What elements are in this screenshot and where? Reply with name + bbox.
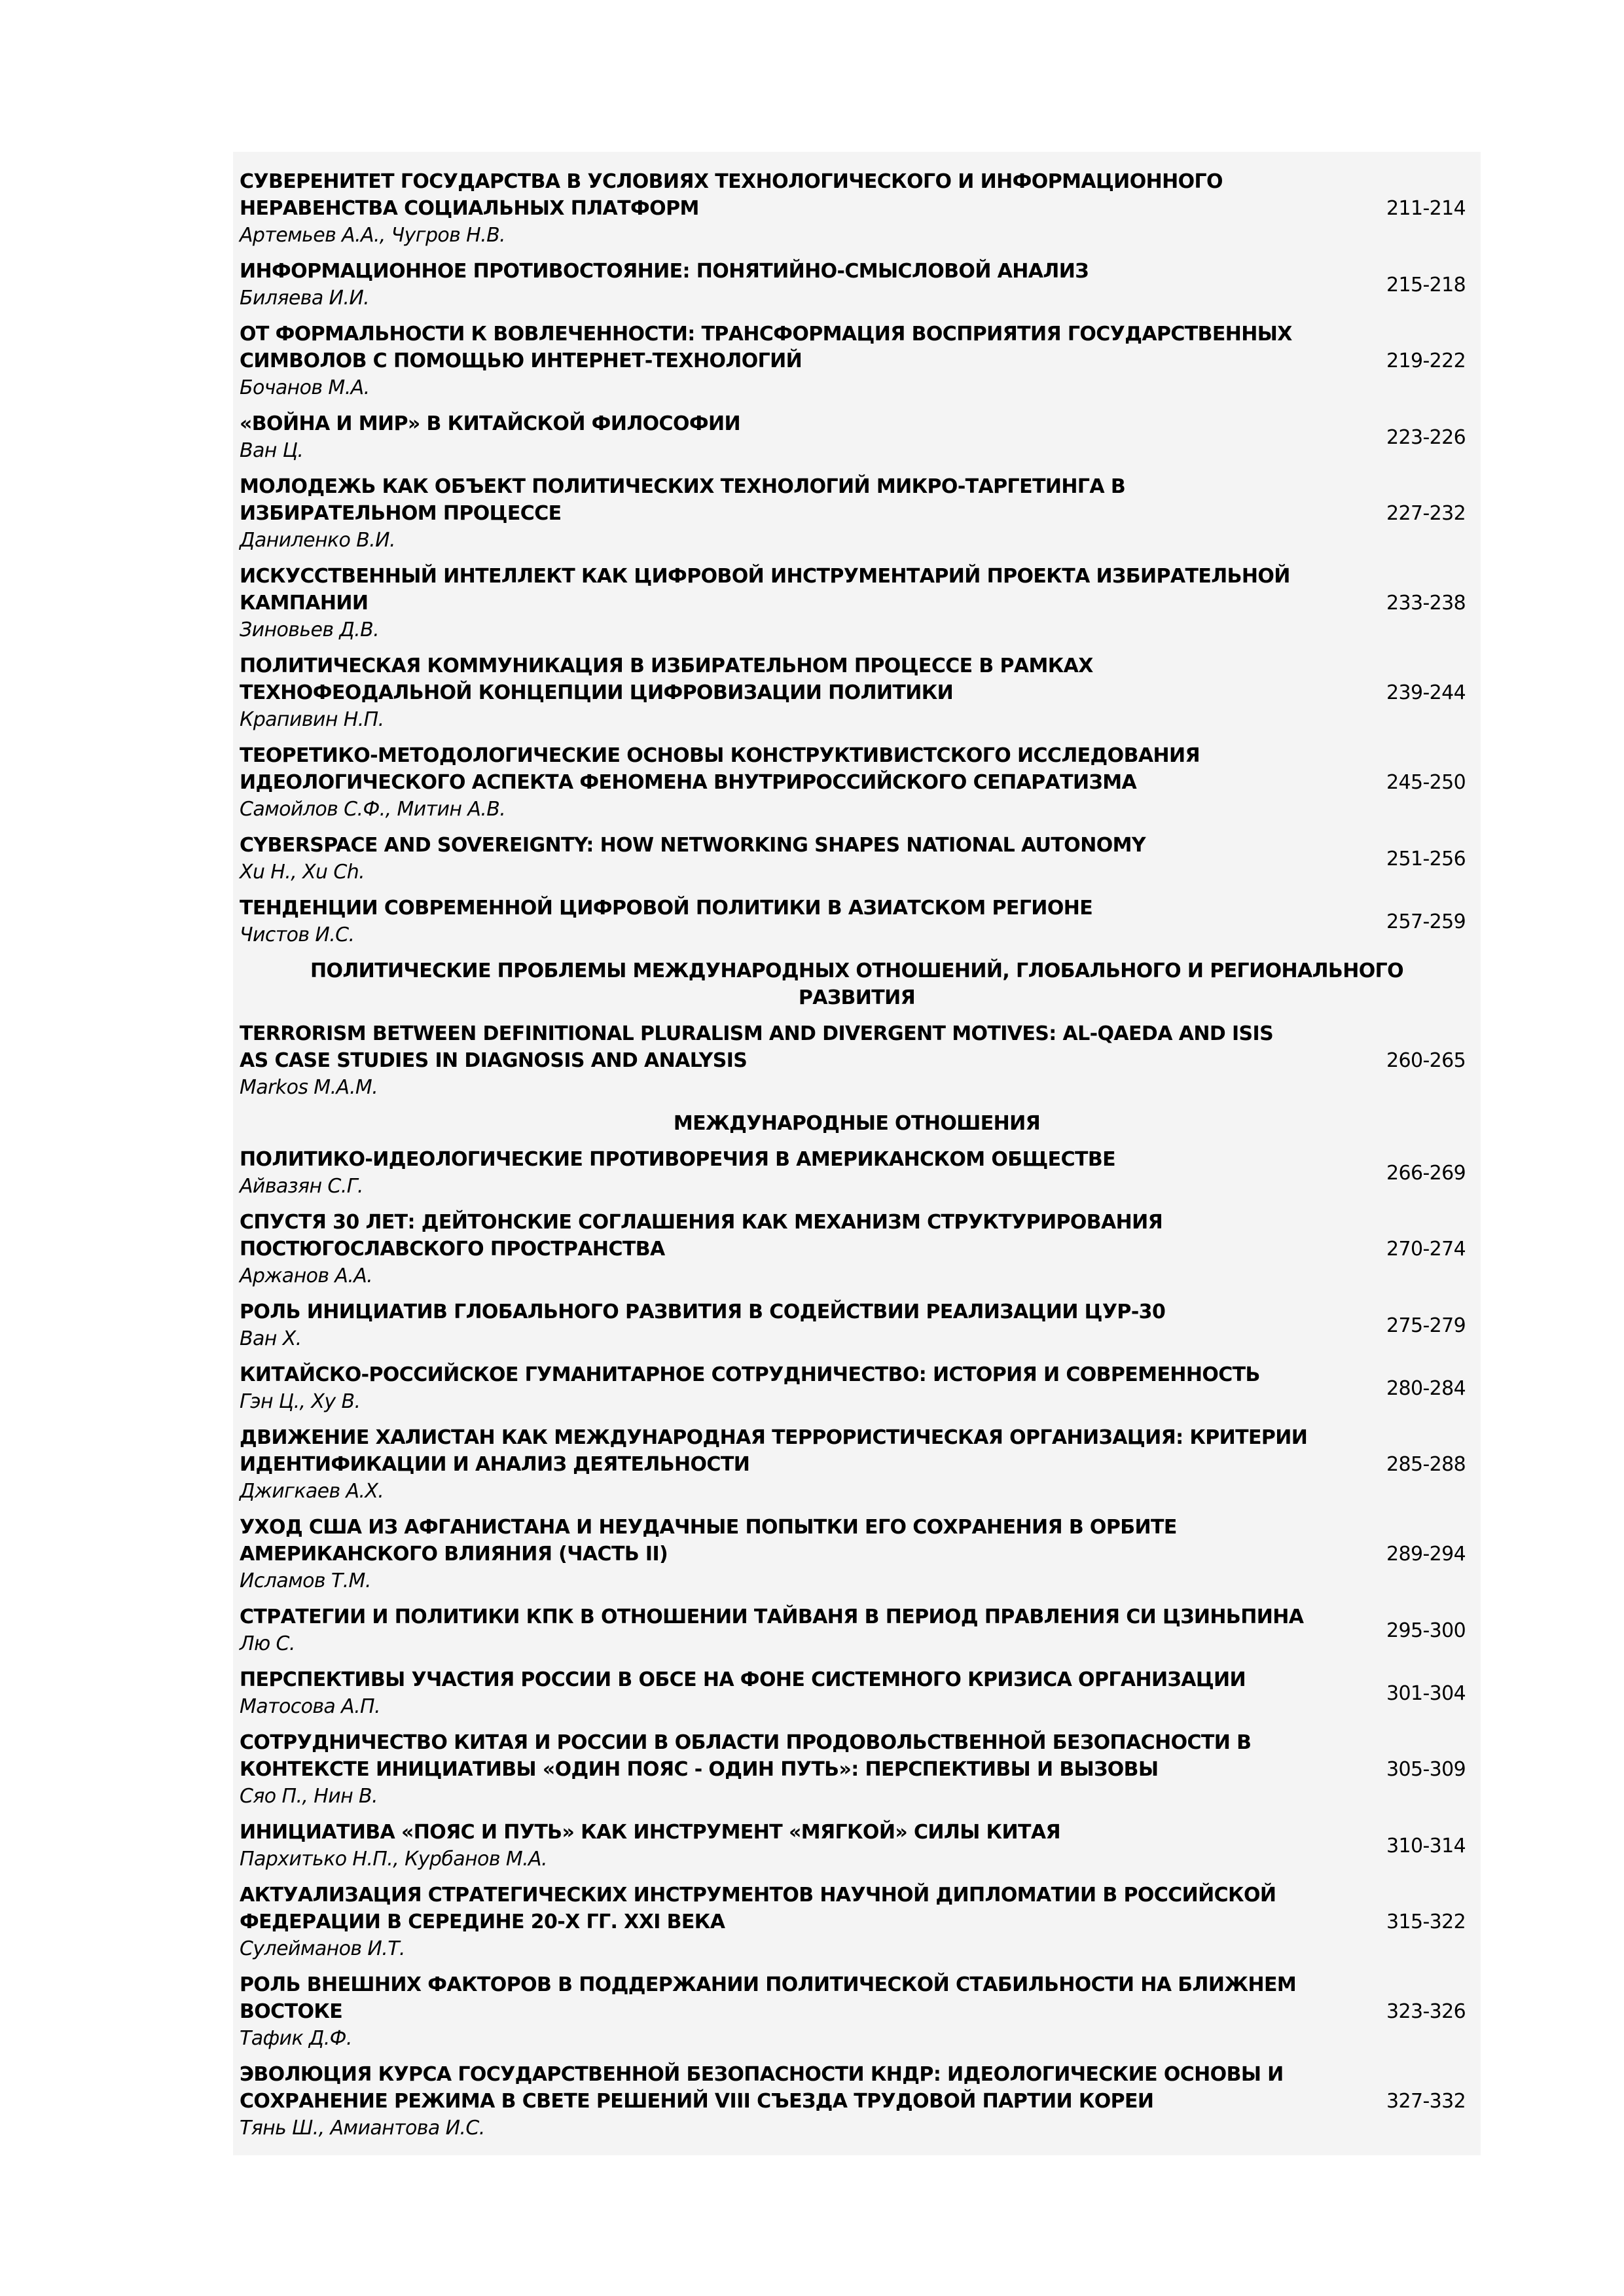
section-heading-line: РАЗВИТИЯ: [798, 986, 916, 1009]
article-title-line: ДВИЖЕНИЕ ХАЛИСТАН КАК МЕЖДУНАРОДНАЯ ТЕРРОРИСТИЧЕСКАЯ ОРГАНИЗАЦИЯ: КРИТЕРИИ: [240, 1426, 1308, 1449]
toc-entry: [233, 1204, 1481, 1294]
article-title-line: ИДЕОЛОГИЧЕСКОГО АСПЕКТА ФЕНОМЕНА ВНУТРИРОССИЙСКОГО СЕПАРАТИЗМА: [240, 771, 1137, 794]
toc-entry-text: [233, 1020, 1352, 1101]
article-title-line: AS CASE STUDIES IN DIAGNOSIS AND ANALYSIS: [240, 1049, 748, 1072]
toc-entry-text: [233, 832, 1352, 886]
article-title-line: TERRORISM BETWEEN DEFINITIONAL PLURALISM AND DIVERGENT MOTIVES: AL-QAEDA AND ISIS: [240, 1022, 1274, 1045]
toc-entry-text: [233, 1729, 1352, 1810]
article-title-line: КОНТЕКСТЕ ИНИЦИАТИВЫ «ОДИН ПОЯС - ОДИН ПУТЬ»: ПЕРСПЕКТИВЫ И ВЫЗОВЫ: [240, 1758, 1159, 1781]
article-authors: Артемьев А.А., Чугров Н.В.: [240, 224, 505, 247]
article-authors: Матосова А.П.: [240, 1695, 380, 1718]
article-title-line: АКТУАЛИЗАЦИЯ СТРАТЕГИЧЕСКИХ ИНСТРУМЕНТОВ НАУЧНОЙ ДИПЛОМАТИИ В РОССИЙСКОЙ: [240, 1884, 1276, 1907]
page-range: 301-304: [1386, 1681, 1466, 1705]
toc-entry-text: [233, 895, 1352, 948]
toc-entry: [233, 1599, 1481, 1662]
article-authors: Ван Ц.: [240, 439, 304, 462]
toc-entry-text: [233, 410, 1352, 464]
article-title-line: ИСКУССТВЕННЫЙ ИНТЕЛЛЕКТ КАК ЦИФРОВОЙ ИНСТРУМЕНТАРИЙ ПРОЕКТА ИЗБИРАТЕЛЬНОЙ: [240, 565, 1290, 588]
page-range: 211-214: [1386, 197, 1466, 220]
article-title-line: НЕРАВЕНСТВА СОЦИАЛЬНЫХ ПЛАТФОРМ: [240, 197, 699, 220]
toc-entry-text: [233, 1424, 1352, 1505]
article-title-line: ОТ ФОРМАЛЬНОСТИ К ВОВЛЕЧЕННОСТИ: ТРАНСФОРМАЦИЯ ВОСПРИЯТИЯ ГОСУДАРСТВЕННЫХ: [240, 323, 1292, 346]
article-title-line: CYBERSPACE AND SOVEREIGNTY: HOW NETWORKING SHAPES NATIONAL AUTONOMY: [240, 834, 1146, 857]
page-range: 327-332: [1386, 2090, 1466, 2113]
article-title-line: АМЕРИКАНСКОГО ВЛИЯНИЯ (ЧАСТЬ II): [240, 1543, 668, 1566]
page-range: 233-238: [1386, 592, 1466, 615]
article-authors: Бочанов М.А.: [240, 376, 370, 399]
page-range: 315-322: [1386, 1910, 1466, 1933]
page-range: 266-269: [1386, 1161, 1466, 1185]
toc-entry-text: [233, 168, 1352, 249]
toc-entry-text: [233, 742, 1352, 823]
article-title-line: ИДЕНТИФИКАЦИИ И АНАЛИЗ ДЕЯТЕЛЬНОСТИ: [240, 1453, 750, 1476]
article-title-line: ИЗБИРАТЕЛЬНОМ ПРОЦЕССЕ: [240, 502, 562, 525]
article-authors: Markos M.A.M.: [240, 1076, 378, 1099]
toc-entry: [233, 1509, 1481, 1599]
article-title-line: ФЕДЕРАЦИИ В СЕРЕДИНЕ 20-Х ГГ. XXI ВЕКА: [240, 1910, 725, 1933]
article-authors: Айвазян С.Г.: [240, 1175, 363, 1198]
page-range: 227-232: [1386, 502, 1466, 525]
page-range: 275-279: [1386, 1314, 1466, 1337]
page-range: 285-288: [1386, 1453, 1466, 1476]
article-authors: Крапивин Н.П.: [240, 708, 384, 731]
toc-entry: [233, 558, 1481, 648]
article-title-line: СОХРАНЕНИЕ РЕЖИМА В СВЕТЕ РЕШЕНИЙ VIII СЪЕЗДА ТРУДОВОЙ ПАРТИИ КОРЕИ: [240, 2090, 1154, 2113]
toc-entry: [233, 1141, 1481, 1204]
toc-entry: [233, 738, 1481, 827]
article-title-line: ТЕОРЕТИКО-МЕТОДОЛОГИЧЕСКИЕ ОСНОВЫ КОНСТРУКТИВИСТСКОГО ИССЛЕДОВАНИЯ: [240, 744, 1200, 767]
article-authors: Даниленко В.И.: [240, 529, 395, 552]
page-range: 260-265: [1386, 1049, 1466, 1072]
article-authors: Чистов И.С.: [240, 924, 355, 946]
toc-entry-text: [233, 1514, 1352, 1594]
article-title-line: МОЛОДЕЖЬ КАК ОБЪЕКТ ПОЛИТИЧЕСКИХ ТЕХНОЛОГИЙ МИКРО-ТАРГЕТИНГА В: [240, 475, 1126, 498]
article-authors: Джигкаев А.Х.: [240, 1480, 384, 1503]
toc-entry: [233, 1877, 1481, 1967]
article-authors: Xu H., Xu Ch.: [240, 861, 365, 884]
page-range: 280-284: [1386, 1376, 1466, 1400]
page-range: 323-326: [1386, 2000, 1466, 2023]
article-title-line: ПЕРСПЕКТИВЫ УЧАСТИЯ РОССИИ В ОБСЕ НА ФОНЕ СИСТЕМНОГО КРИЗИСА ОРГАНИЗАЦИИ: [240, 1668, 1246, 1691]
toc-entry-text: [233, 1146, 1352, 1200]
toc-entry-text: [233, 1604, 1352, 1657]
article-title-line: КИТАЙСКО-РОССИЙСКОЕ ГУМАНИТАРНОЕ СОТРУДНИЧЕСТВО: ИСТОРИЯ И СОВРЕМЕННОСТЬ: [240, 1363, 1260, 1386]
toc-entry-text: [233, 321, 1352, 401]
article-authors: Тафик Д.Ф.: [240, 2027, 352, 2050]
toc-entry-text: [233, 1361, 1352, 1415]
toc-entry: [233, 1357, 1481, 1420]
article-title-line: СОТРУДНИЧЕСТВО КИТАЯ И РОССИИ В ОБЛАСТИ ПРОДОВОЛЬСТВЕННОЙ БЕЗОПАСНОСТИ В: [240, 1731, 1252, 1754]
toc-entry: [233, 316, 1481, 406]
article-title-line: РОЛЬ ИНИЦИАТИВ ГЛОБАЛЬНОГО РАЗВИТИЯ В СОДЕЙСТВИИ РЕАЛИЗАЦИИ ЦУР-30: [240, 1300, 1166, 1323]
article-title-line: УХОД США ИЗ АФГАНИСТАНА И НЕУДАЧНЫЕ ПОПЫТКИ ЕГО СОХРАНЕНИЯ В ОРБИТЕ: [240, 1516, 1177, 1539]
toc-entry: [233, 827, 1481, 890]
article-authors: Биляева И.И.: [240, 287, 370, 310]
article-title-line: ИНФОРМАЦИОННОЕ ПРОТИВОСТОЯНИЕ: ПОНЯТИЙНО-СМЫСЛОВОЙ АНАЛИЗ: [240, 260, 1089, 283]
toc-entry: [233, 648, 1481, 738]
toc-entry-text: [233, 1819, 1352, 1873]
toc-entry: [233, 890, 1481, 953]
page-range: 270-274: [1386, 1238, 1466, 1261]
page-range: 239-244: [1386, 681, 1466, 704]
article-authors: Гэн Ц., Ху В.: [240, 1390, 361, 1413]
article-authors: Сяо П., Нин В.: [240, 1785, 378, 1808]
article-authors: Зиновьев Д.В.: [240, 619, 380, 641]
page-range: 257-259: [1386, 910, 1466, 933]
article-authors: Исламов Т.М.: [240, 1570, 371, 1592]
toc-entry-text: [233, 1209, 1352, 1289]
page-range: 223-226: [1386, 425, 1466, 449]
toc-entry: [233, 469, 1481, 558]
toc-entry-text: [233, 1666, 1352, 1720]
page-range: 245-250: [1386, 771, 1466, 794]
toc-entry: [233, 1814, 1481, 1877]
article-title-line: СУВЕРЕНИТЕТ ГОСУДАРСТВА В УСЛОВИЯХ ТЕХНОЛОГИЧЕСКОГО И ИНФОРМАЦИОННОГО: [240, 170, 1223, 193]
article-title-line: ПОСТЮГОСЛАВСКОГО ПРОСТРАНСТВА: [240, 1238, 665, 1261]
toc-entry-text: [233, 258, 1352, 312]
page-range: 289-294: [1386, 1543, 1466, 1566]
toc-entry-text: [233, 1882, 1352, 1962]
article-title-line: «ВОЙНА И МИР» В КИТАЙСКОЙ ФИЛОСОФИИ: [240, 412, 741, 435]
article-title-line: СПУСТЯ 30 ЛЕТ: ДЕЙТОНСКИЕ СОГЛАШЕНИЯ КАК МЕХАНИЗМ СТРУКТУРИРОВАНИЯ: [240, 1211, 1163, 1234]
section-heading: [233, 1105, 1481, 1141]
article-authors: Сулейманов И.Т.: [240, 1937, 405, 1960]
toc-entry-text: [233, 563, 1352, 643]
article-authors: Самойлов С.Ф., Митин А.В.: [240, 798, 506, 821]
article-authors: Тянь Ш., Амиантова И.С.: [240, 2117, 485, 2140]
article-title-line: РОЛЬ ВНЕШНИХ ФАКТОРОВ В ПОДДЕРЖАНИИ ПОЛИТИЧЕСКОЙ СТАБИЛЬНОСТИ НА БЛИЖНЕМ: [240, 1973, 1297, 1996]
toc-entry: [233, 1725, 1481, 1814]
toc-entry: [233, 253, 1481, 316]
toc-entry: [233, 1016, 1481, 1105]
article-authors: Лю С.: [240, 1632, 295, 1655]
article-title-line: СИМВОЛОВ С ПОМОЩЬЮ ИНТЕРНЕТ-ТЕХНОЛОГИЙ: [240, 350, 803, 372]
article-title-line: ЭВОЛЮЦИЯ КУРСА ГОСУДАРСТВЕННОЙ БЕЗОПАСНОСТИ КНДР: ИДЕОЛОГИЧЕСКИЕ ОСНОВЫ И: [240, 2063, 1284, 2086]
toc-entry: [233, 1662, 1481, 1725]
toc-entry: [233, 406, 1481, 469]
article-title-line: ТЕНДЕНЦИИ СОВРЕМЕННОЙ ЦИФРОВОЙ ПОЛИТИКИ В АЗИАТСКОМ РЕГИОНЕ: [240, 897, 1093, 920]
toc-entry: [233, 1420, 1481, 1509]
article-title-line: ПОЛИТИЧЕСКАЯ КОММУНИКАЦИЯ В ИЗБИРАТЕЛЬНОМ ПРОЦЕССЕ В РАМКАХ: [240, 655, 1093, 677]
toc-entry-text: [233, 653, 1352, 733]
article-title-line: ПОЛИТИКО-ИДЕОЛОГИЧЕСКИЕ ПРОТИВОРЕЧИЯ В АМЕРИКАНСКОМ ОБЩЕСТВЕ: [240, 1148, 1116, 1171]
toc-entry: [233, 164, 1481, 253]
toc-entry-text: [233, 473, 1352, 554]
page-range: 310-314: [1386, 1834, 1466, 1857]
toc-entry-text: [233, 1299, 1352, 1352]
section-heading-line: ПОЛИТИЧЕСКИЕ ПРОБЛЕМЫ МЕЖДУНАРОДНЫХ ОТНОШЕНИЙ, ГЛОБАЛЬНОГО И РЕГИОНАЛЬНОГО: [310, 960, 1404, 982]
page-range: 219-222: [1386, 350, 1466, 372]
toc-entry: [233, 2056, 1481, 2146]
toc-entry: [233, 1294, 1481, 1357]
article-authors: Пархитько Н.П., Курбанов М.А.: [240, 1848, 547, 1871]
article-authors: Аржанов А.А.: [240, 1265, 373, 1287]
article-title-line: СТРАТЕГИИ И ПОЛИТИКИ КПК В ОТНОШЕНИИ ТАЙВАНЯ В ПЕРИОД ПРАВЛЕНИЯ СИ ЦЗИНЬПИНА: [240, 1605, 1304, 1628]
article-authors: Ван Х.: [240, 1327, 302, 1350]
article-title-line: ИНИЦИАТИВА «ПОЯС И ПУТЬ» КАК ИНСТРУМЕНТ «МЯГКОЙ» СИЛЫ КИТАЯ: [240, 1821, 1060, 1844]
page-range: 251-256: [1386, 847, 1466, 870]
toc-entry-text: [233, 2061, 1352, 2142]
page-range: 215-218: [1386, 273, 1466, 296]
toc-entry-text: [233, 1971, 1352, 2052]
toc-entry: [233, 1967, 1481, 2056]
article-title-line: ТЕХНОФЕОДАЛЬНОЙ КОНЦЕПЦИИ ЦИФРОВИЗАЦИИ ПОЛИТИКИ: [240, 681, 954, 704]
page-range: 305-309: [1386, 1758, 1466, 1781]
section-heading-line: МЕЖДУНАРОДНЫЕ ОТНОШЕНИЯ: [673, 1112, 1041, 1135]
article-title-line: КАМПАНИИ: [240, 592, 369, 615]
article-title-line: ВОСТОКЕ: [240, 2000, 343, 2023]
section-heading: [233, 953, 1481, 1016]
page-range: 295-300: [1386, 1619, 1466, 1642]
table-of-contents: [233, 152, 1481, 2155]
